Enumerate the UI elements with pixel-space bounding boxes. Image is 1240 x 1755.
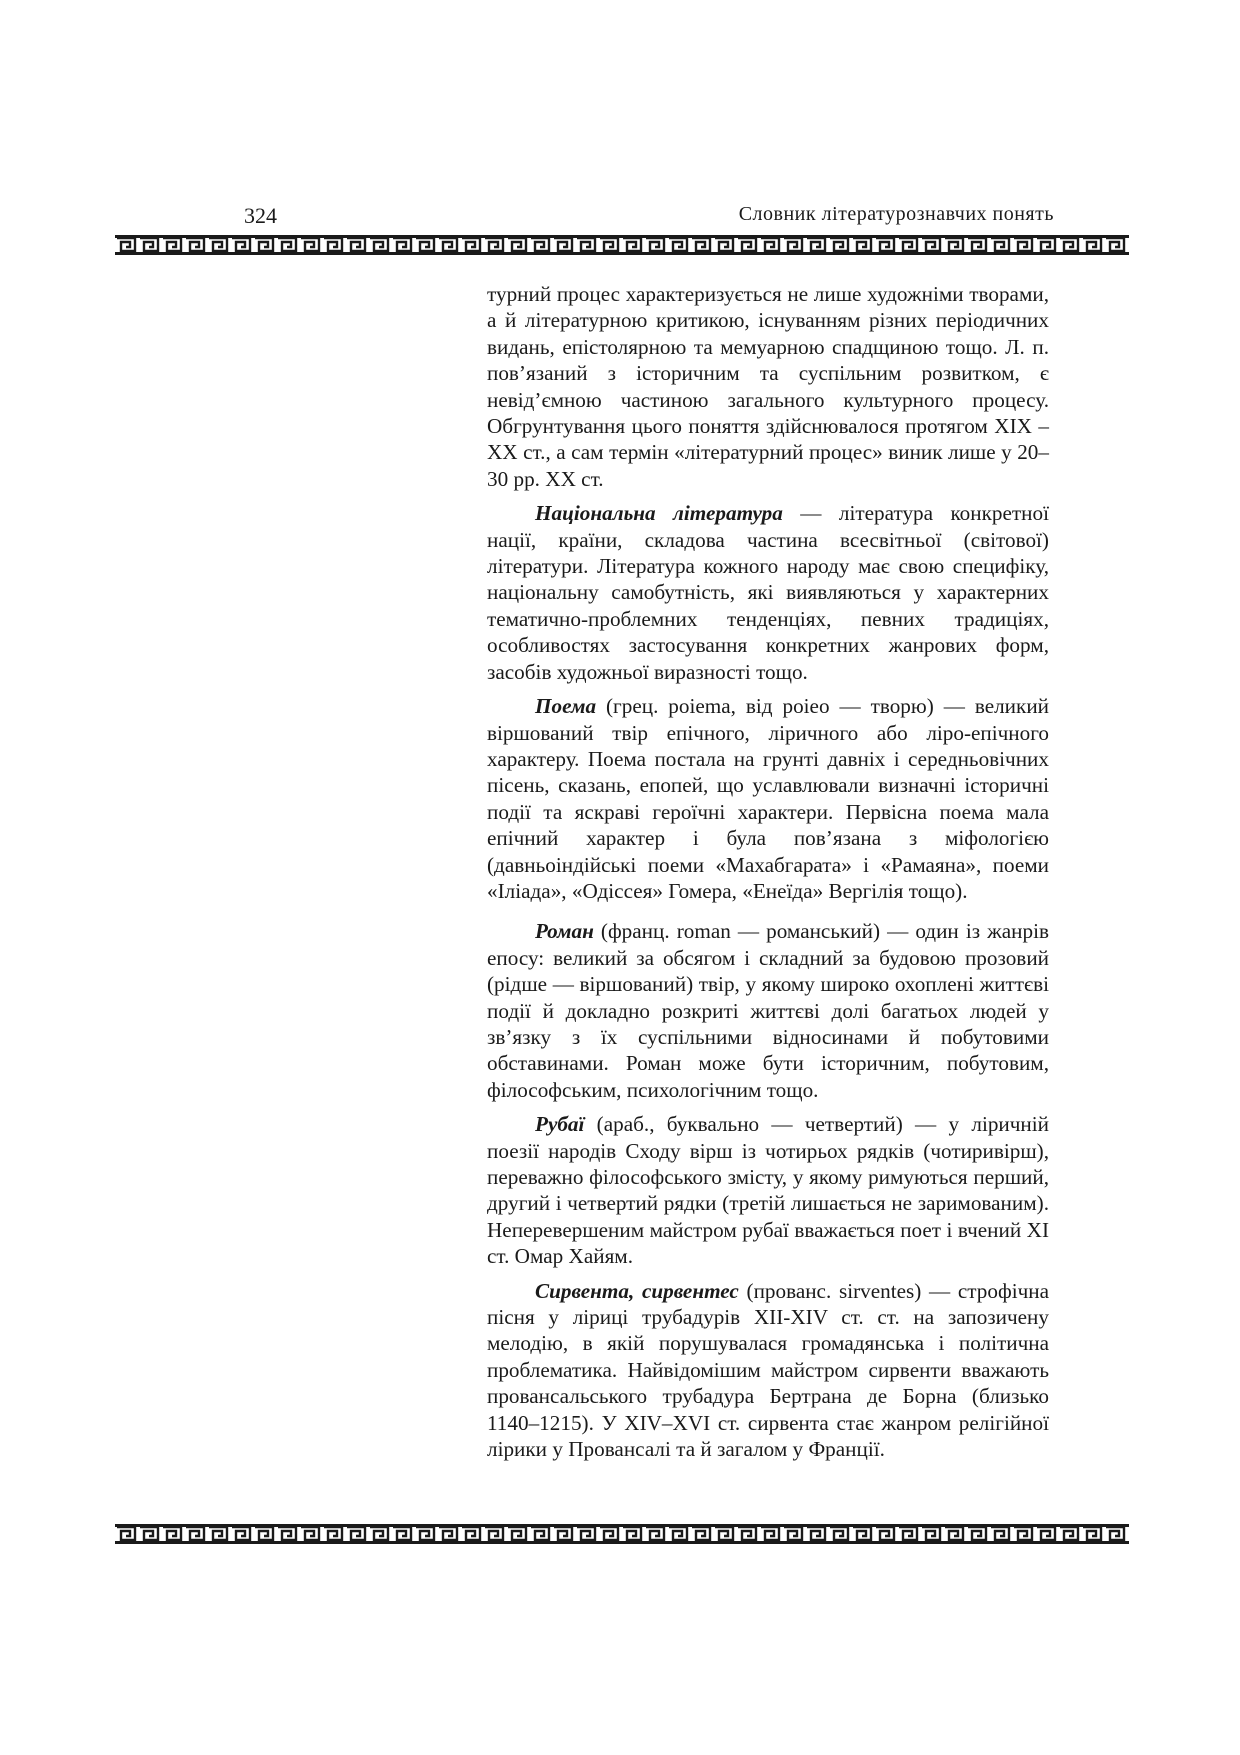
entry-definition: (грец. poiema, від poieo — творю) — великий віршований твір епічного, ліричного або ліро-епічного характеру. Поема постала на грунті давніх і середньовічних пісень, сказань, епопей, що уславлювали визначні історичні події та яскраві героїчні характери. Первісна поема мала епічний характер і була пов’язана з міфологією (давньоіндійські поеми «Махабгарата» і «Рамаяна», поеми «Іліада», «Одіссея» Гомера, «Енеїда» Вергілія тощо). — [487, 694, 1049, 903]
greek-key-border-icon — [115, 235, 1129, 255]
entry-definition: — література конкретної нації, країни, складова частина всесвітньої (світової) літератури. Література кожного народу має свою специфіку, національну самобутність, які виявляються у характерних тематично-проблемних тенденціях, певних традиціях, особливостях застосування конкретних жанрових форм, засобів художньої виразності тощо. — [487, 501, 1049, 684]
continuation-paragraph: турний процес характеризується не лише художніми творами, а й літературною критикою, існуванням різних періодичних видань, епістолярною та мемуарною спадщиною тощо. Л. п. пов’язаний з історичним та суспільним розвитком, є невід’ємною частиною загального культурного процесу. Обгрунтування цього поняття здійснювалося протягом XIX – XX ст., а сам термін «літературний процес» виник лише у 20–30 рр. XX ст. — [487, 282, 1049, 491]
greek-key-border-bottom-svg — [115, 1524, 1129, 1544]
running-title: Словник літературознавчих понять — [738, 203, 1054, 225]
greek-key-border-top-svg — [115, 235, 1129, 255]
entry-sirventes — [487, 1278, 1049, 1463]
entry-rubai — [487, 1111, 1049, 1269]
entry-poem — [487, 693, 1049, 904]
entry-national-literature — [487, 500, 1049, 685]
entry-definition: (араб., буквально — четвертий) — у ліричній поезії народів Сходу вірш із чотирьох рядків (чотиривірш), переважно філософського змісту, у якому римуються перший, другий і четвертий рядки (третій лишається не заримованим). Неперевершеним майстром рубаї вважається поет і вчений XI ст. Омар Хайям. — [487, 1112, 1049, 1269]
running-header — [115, 203, 1129, 233]
page-number: 324 — [244, 203, 277, 228]
greek-key-border-icon — [115, 1524, 1129, 1544]
dictionary-body — [487, 281, 1049, 1462]
entry-term: Рубаї — [535, 1112, 585, 1137]
entry-term: Національна література — [535, 501, 783, 526]
entry-definition: (прованс. sirventes) — строфічна пісня у ліриці трубадурів XII-XIV ст. ст. на запозичену мелодію, в якій порушувалася громадянська і політична проблематика. Найвідомішим майстром сирвенти вважають провансальського трубадура Бертрана де Борна (близько 1140–1215). У XIV–XVI ст. сирвента стає жанром релігійної лірики у Провансалі та й загалом у Франції. — [487, 1278, 1049, 1462]
entry-term: Поема — [535, 694, 597, 719]
entry-term: Роман — [535, 919, 594, 944]
entry-novel — [487, 918, 1049, 1103]
entry-definition: (франц. roman — романський) — один із жанрів епосу: великий за обсягом і складний за будовою прозовий (рідше — віршований) твір, у якому широко охоплені життєві події й докладно розкриті життєві долі багатьох людей у зв’язку з їх суспільними відносинами й побутовими обставинами. Роман може бути історичним, побутовим, філософським, психологічним тощо. — [487, 919, 1049, 1102]
entry-term: Сирвента, сирвентес — [535, 1278, 739, 1303]
